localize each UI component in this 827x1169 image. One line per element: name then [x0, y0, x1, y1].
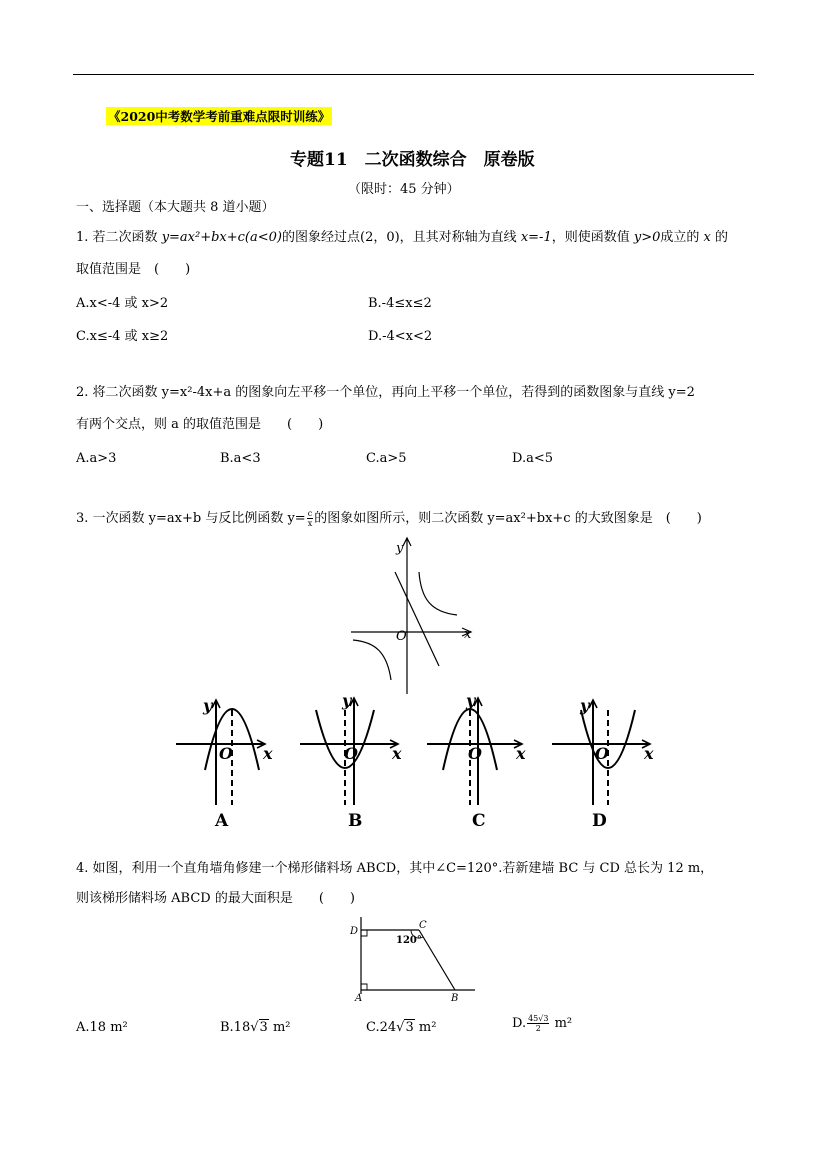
q4-line2: 则该梯形储料场 ABCD 的最大面积是 ( )	[76, 891, 355, 906]
q4-option-c[interactable]: C.24√3 m²	[366, 1020, 437, 1035]
svg-text:O: O	[344, 744, 358, 763]
q3-suffix: 的图象如图所示，则二次函数 y=ax²+bx+c 的大致图象是 ( )	[314, 511, 702, 526]
q1-var: x	[703, 230, 711, 245]
svg-text:C: C	[419, 920, 427, 931]
q3-option-d-graph[interactable]	[550, 692, 660, 830]
q2-line2: 有两个交点，则 a 的取值范围是 ( )	[76, 417, 324, 432]
q3-option-b-graph[interactable]	[298, 692, 413, 830]
wall-cb	[419, 930, 455, 990]
svg-text:x: x	[392, 744, 402, 763]
option-label: D	[592, 811, 607, 830]
time-limit: （限时：45 分钟）	[348, 182, 460, 197]
series-banner: 《2020中考数学考前重难点限时训练》	[108, 109, 331, 124]
section-heading: 一、选择题（本大题共 8 道小题）	[76, 200, 275, 215]
q2-option-c[interactable]: C.a>5	[366, 451, 407, 466]
q3-frac-num: c	[307, 509, 313, 518]
q1-line1	[76, 229, 728, 247]
svg-text:x: x	[263, 744, 273, 763]
q3-stem	[76, 509, 702, 528]
q1-function: y=ax²+bx+c(a<0)	[161, 230, 282, 245]
q4-option-b[interactable]: B.18√3 m²	[220, 1020, 291, 1035]
q1-text-d: 成立的	[660, 230, 704, 245]
q2-line1: 2. 将二次函数 y=x²-4x+a 的图象向左平移一个单位，再向上平移一个单位，若得到的函数图象与直线 y=2	[76, 385, 695, 400]
svg-text:x: x	[644, 744, 654, 763]
header-rule	[73, 74, 754, 75]
q2-option-a[interactable]: A.a>3	[76, 451, 117, 466]
linear-function-line	[395, 572, 439, 666]
q1-text-e: 的	[710, 230, 728, 245]
svg-text:O: O	[595, 744, 609, 763]
x-label: x	[464, 627, 472, 642]
svg-text:O: O	[468, 744, 482, 763]
q2-option-d[interactable]: D.a<5	[512, 451, 554, 466]
q1-number: 1.	[76, 230, 93, 245]
svg-text:x: x	[516, 744, 526, 763]
q4-option-a[interactable]: A.18 m²	[76, 1020, 128, 1035]
q1-option-d[interactable]: D.-4<x<2	[368, 329, 433, 344]
q1-axis: x=-1	[520, 230, 552, 245]
svg-text:A: A	[355, 993, 363, 1004]
q3-frac-den: x	[307, 519, 313, 528]
q1-condition: y>0	[633, 230, 661, 245]
q1-text-b: 的图象经过点(2，0)，且其对称轴为直线	[282, 230, 521, 245]
svg-text:y: y	[466, 692, 476, 710]
q1-text-c: ，则使函数值	[551, 230, 634, 245]
q1-line2: 取值范围是 ( )	[76, 262, 191, 277]
svg-text:y: y	[203, 696, 213, 715]
page-title: 专题11 二次函数综合 原卷版	[290, 150, 535, 170]
hyperbola-branch-lower	[353, 640, 391, 680]
svg-text:D: D	[350, 926, 359, 937]
q2-option-b[interactable]: B.a<3	[220, 451, 261, 466]
q1-option-b[interactable]: B.-4≤x≤2	[368, 296, 432, 311]
q4-trapezoid-figure	[345, 914, 480, 1006]
svg-text:B: B	[451, 993, 459, 1004]
q3-option-c-graph[interactable]	[425, 692, 535, 830]
svg-text:y: y	[342, 692, 352, 710]
y-label: y	[396, 541, 404, 556]
q4-line1: 4. 如图，利用一个直角墙角修建一个梯形储料场 ABCD，其中∠C=120°.若新建墙 BC 与 CD 总长为 12 m，	[76, 861, 714, 876]
svg-text:120°: 120°	[396, 935, 422, 946]
option-label: C	[472, 811, 486, 830]
hyperbola-branch-upper	[419, 572, 457, 615]
svg-text:y: y	[580, 696, 590, 715]
origin-label: O	[396, 629, 407, 644]
q3-main-graph	[345, 534, 480, 696]
option-label: B	[348, 811, 363, 830]
option-label: A	[215, 811, 229, 830]
q1-option-c[interactable]: C.x≤-4 或 x≥2	[76, 329, 169, 344]
q3-prefix: 3. 一次函数 y=ax+b 与反比例函数 y=	[76, 511, 306, 526]
q3-fraction	[307, 509, 313, 528]
q4-option-d[interactable]: D. $\frac{45√3}{2}$ m²	[512, 1014, 573, 1033]
q1-option-a[interactable]: A.x<-4 或 x>2	[76, 296, 169, 311]
svg-text:O: O	[219, 744, 233, 763]
q1-text-a: 若二次函数	[92, 230, 162, 245]
q3-option-a-graph[interactable]	[173, 692, 283, 830]
